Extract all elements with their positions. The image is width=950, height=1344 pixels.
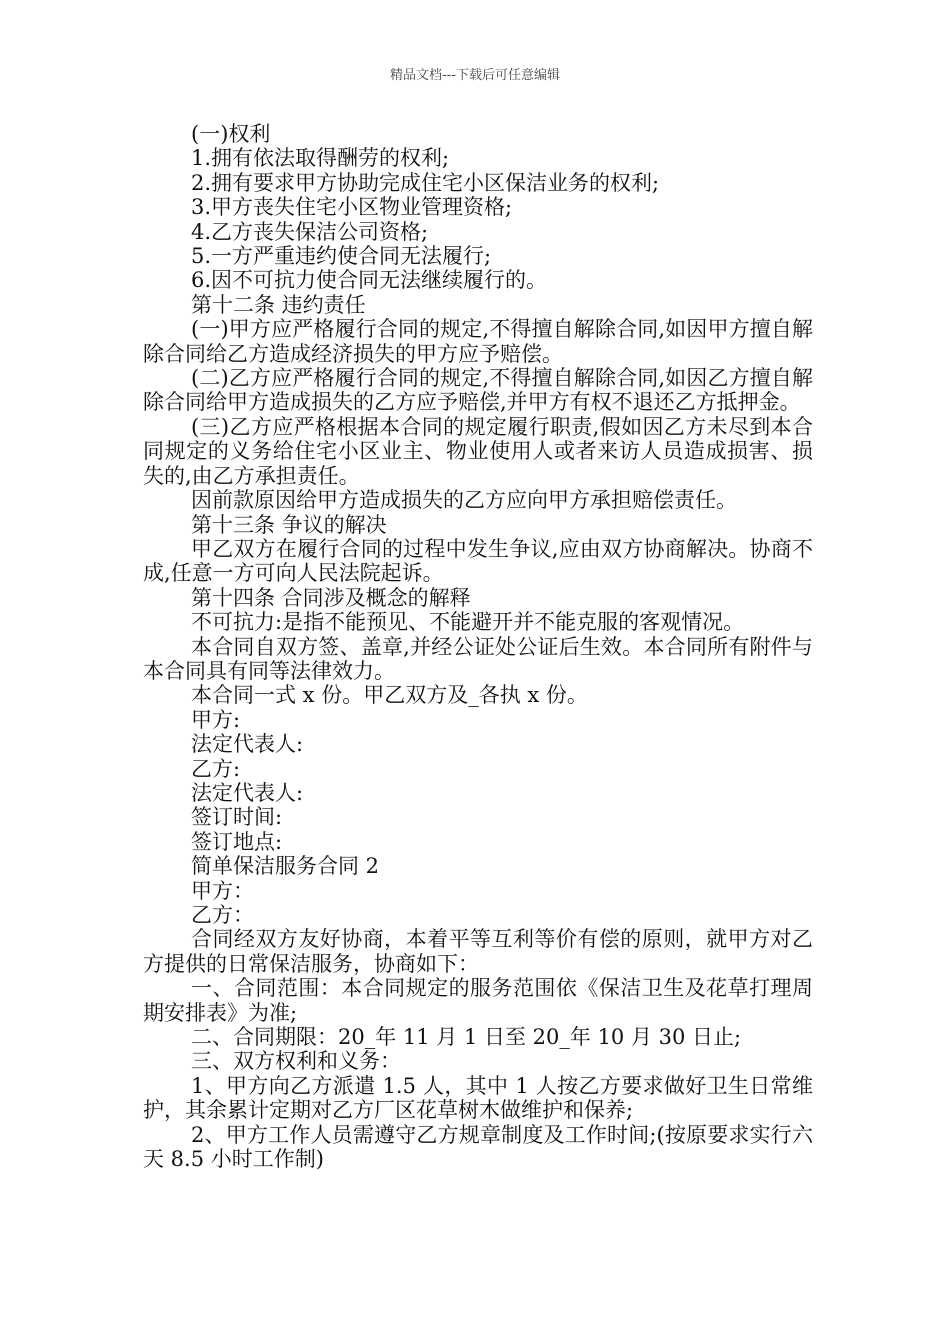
document-paragraph: 3.甲方丧失住宅小区物业管理资格; bbox=[191, 195, 513, 220]
document-paragraph: 乙方: bbox=[191, 756, 241, 781]
document-paragraph: 第十二条 违约责任 bbox=[191, 292, 366, 317]
document-paragraph: 二、合同期限：20_年 11 月 1 日至 20_年 10 月 30 日止; bbox=[191, 1025, 742, 1050]
document-paragraph: 甲方： bbox=[191, 878, 254, 903]
document-paragraph: (二)乙方应严格履行合同的规定,不得擅自解除合同,如因乙方擅自解除合同给甲方造成损失的乙方应予赔偿,并甲方有权不退还乙方抵押金。 bbox=[143, 366, 813, 415]
document-paragraph: 2、甲方工作人员需遵守乙方规章制度及工作时间;(按原要求实行六天 8.5 小时工作制) bbox=[143, 1122, 813, 1172]
document-paragraph: 合同经双方友好协商，本着平等互利等价有偿的原则，就甲方对乙方提供的日常保洁服务，协商如下： bbox=[143, 927, 813, 976]
document-paragraph: 本合同自双方签、盖章,并经公证处公证后生效。本合同所有附件与本合同具有同等法律效力。 bbox=[143, 634, 813, 683]
document-paragraph: 乙方： bbox=[191, 903, 254, 927]
document-paragraph: (一)甲方应严格履行合同的规定,不得擅自解除合同,如因甲方擅自解除合同给乙方造成经济损失的甲方应予赔偿。 bbox=[143, 317, 813, 366]
document-paragraph: 1.拥有依法取得酬劳的权利; bbox=[191, 146, 450, 171]
document-paragraph: 不可抗力:是指不能预见、不能避开并不能克服的客观情况。 bbox=[191, 610, 745, 635]
document-paragraph: 三、双方权利和义务： bbox=[191, 1049, 401, 1074]
document-paragraph: 法定代表人: bbox=[191, 732, 304, 757]
document-paragraph: (三)乙方应严格根据本合同的规定履行职责,假如因乙方未尽到本合同规定的义务给住宅小区业主、物业使用人或者来访人员造成损害、损失的,由乙方承担责任。 bbox=[143, 414, 813, 488]
document-paragraph: 甲乙双方在履行合同的过程中发生争议,应由双方协商解决。协商不成,任意一方可向人民法院起诉。 bbox=[143, 536, 813, 586]
document-paragraph: 签订地点: bbox=[191, 829, 283, 854]
document-paragraph: 第十四条 合同涉及概念的解释 bbox=[191, 585, 471, 610]
document-paragraph: 因前款原因给甲方造成损失的乙方应向甲方承担赔偿责任。 bbox=[191, 488, 737, 513]
document-paragraph: 4.乙方丧失保洁公司资格; bbox=[191, 219, 429, 244]
document-paragraph: 简单保洁服务合同 2 bbox=[191, 854, 380, 879]
document-body bbox=[143, 122, 813, 1171]
document-paragraph: 法定代表人: bbox=[191, 780, 304, 805]
document-paragraph: 2.拥有要求甲方协助完成住宅小区保洁业务的权利; bbox=[191, 170, 660, 195]
document-paragraph: 本合同一式 x 份。甲乙双方及_各执 x 份。 bbox=[191, 683, 588, 708]
document-paragraph: 一、合同范围：本合同规定的服务范围依《保洁卫生及花草打理周期安排表》为准; bbox=[143, 976, 813, 1025]
document-paragraph: 5.一方严重违约使合同无法履行; bbox=[191, 244, 492, 269]
document-paragraph: 第十三条 争议的解决 bbox=[191, 512, 387, 537]
document-paragraph: 甲方: bbox=[191, 707, 241, 732]
document-paragraph: (一)权利 bbox=[191, 122, 271, 146]
document-paragraph: 6.因不可抗力使合同无法继续履行的。 bbox=[191, 268, 548, 293]
document-paragraph: 签订时间: bbox=[191, 805, 283, 830]
document-paragraph: 1、甲方向乙方派遣 1.5 人，其中 1 人按乙方要求做好卫生日常维护，其余累计定期对乙方厂区花草树木做维护和保养; bbox=[143, 1073, 813, 1123]
page-header: 精品文档---下载后可任意编辑 bbox=[389, 68, 561, 83]
